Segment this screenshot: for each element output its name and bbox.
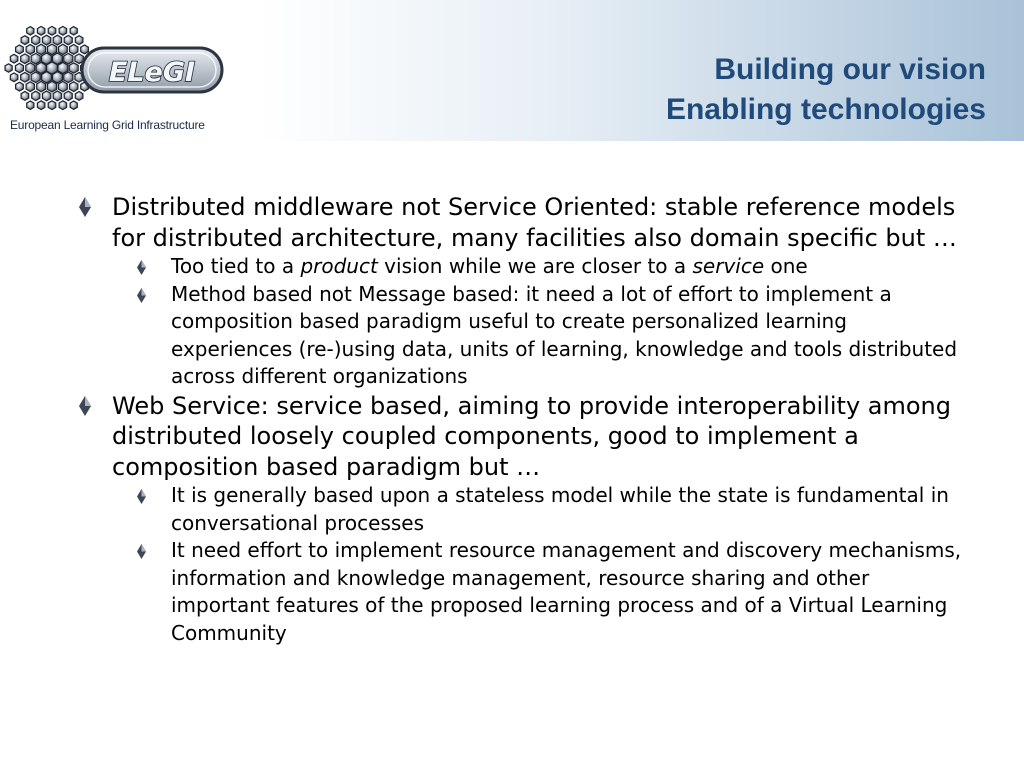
hex-cell xyxy=(5,64,12,72)
hex-cell xyxy=(81,45,89,54)
hex-cell xyxy=(37,81,46,91)
hex-cell xyxy=(48,101,56,110)
diamond-bullet-icon xyxy=(136,259,147,276)
diamond-bullet-icon xyxy=(136,287,147,304)
hex-cell xyxy=(75,92,83,101)
text-run: Too tied to a xyxy=(171,254,301,278)
hex-cell xyxy=(64,91,72,100)
diamond-bullet-icon xyxy=(136,488,147,505)
hex-cell xyxy=(69,63,78,73)
hex-cell xyxy=(53,91,61,101)
hex-cell xyxy=(53,72,63,83)
hex-cell xyxy=(16,45,24,54)
diamond-bullet-icon xyxy=(78,196,92,218)
sub-bullet-text: Method based not Message based: it need a lot of effort to implement a composition based paradigm useful to create personalized learning experiences (re-)using data, units of learning, knowledge and tools distributed across different organizations xyxy=(171,281,958,388)
hex-cell xyxy=(27,27,34,35)
italic-text-run: service xyxy=(692,254,765,278)
hex-cell xyxy=(42,72,52,83)
hex-cell xyxy=(70,27,77,35)
hex-cell xyxy=(64,72,73,83)
diamond-bullet-icon xyxy=(136,543,147,560)
hex-cell xyxy=(58,81,67,91)
hex-cell xyxy=(26,63,35,73)
hex-cell xyxy=(47,81,56,92)
bullet-text: Web Service: service based, aiming to provide interoperability among distributed loosely coupled components, good to implement a composition based paradigm but … xyxy=(112,391,951,481)
hex-cell xyxy=(26,82,34,92)
slide-title xyxy=(666,50,986,130)
hex-cell xyxy=(31,53,40,64)
hex-cell xyxy=(59,26,67,35)
hex-cell xyxy=(70,101,77,109)
diamond-bullet-icon xyxy=(78,395,92,417)
italic-text-run: product xyxy=(300,254,378,278)
hex-cell xyxy=(58,62,68,73)
hex-cell xyxy=(48,26,56,35)
title-line-2: Enabling technologies xyxy=(665,93,986,126)
hex-cell xyxy=(21,92,29,101)
sub-bullet-text: It need effort to implement resource management and discovery mechanisms, information and knowledge management, resource sharing and other important features of the proposed learning process and of a Virtual Learning Community xyxy=(171,538,962,645)
hex-cell xyxy=(31,72,40,83)
hex-cell xyxy=(37,44,46,54)
logo-wordmark: ELeGI xyxy=(108,57,196,88)
hex-cell xyxy=(70,82,78,92)
logo-caption: European Learning Grid Infrastructure xyxy=(10,118,205,132)
hex-cell xyxy=(47,44,56,55)
slide-header xyxy=(0,0,1024,141)
hex-cell xyxy=(36,62,46,73)
hex-cell xyxy=(64,35,72,44)
hex-cell xyxy=(26,45,34,55)
hex-cell xyxy=(59,101,67,110)
hex-cell xyxy=(32,35,40,44)
hex-cell xyxy=(37,101,45,110)
sub-bullet-text xyxy=(171,254,808,278)
hex-cell xyxy=(53,35,61,45)
bullet-item xyxy=(72,391,972,483)
title-line-1: Building our vision xyxy=(714,53,986,86)
text-run: vision while we are closer to a xyxy=(377,254,693,278)
hex-cell xyxy=(10,73,17,82)
hex-cell xyxy=(37,26,45,35)
text-run: one xyxy=(764,254,808,278)
sub-bullet-text: It is generally based upon a stateless model while the state is fundamental in conversational processes xyxy=(171,483,949,535)
bullet-text: Distributed middleware not Service Oriented: stable reference models for distributed architecture, many facilities also domain specific but … xyxy=(112,193,957,252)
hex-cell xyxy=(32,91,40,100)
hex-cell xyxy=(21,73,29,83)
hex-cell xyxy=(64,53,73,64)
hex-cell xyxy=(16,82,24,91)
hex-cell xyxy=(21,36,29,45)
hex-cell xyxy=(42,35,50,45)
sub-bullet-item xyxy=(72,281,972,391)
hex-cell xyxy=(10,54,17,63)
hex-cell xyxy=(27,101,34,109)
hex-cell xyxy=(70,45,78,55)
sub-bullet-item xyxy=(72,537,972,647)
slide-content xyxy=(72,192,972,647)
hex-cell xyxy=(42,91,50,101)
hex-cell xyxy=(15,63,23,72)
bullet-item xyxy=(72,192,972,253)
hex-cell xyxy=(75,36,83,45)
sub-bullet-item xyxy=(72,253,972,281)
hex-cell xyxy=(58,44,67,54)
sub-bullet-item xyxy=(72,482,972,537)
hex-cell xyxy=(21,54,29,64)
